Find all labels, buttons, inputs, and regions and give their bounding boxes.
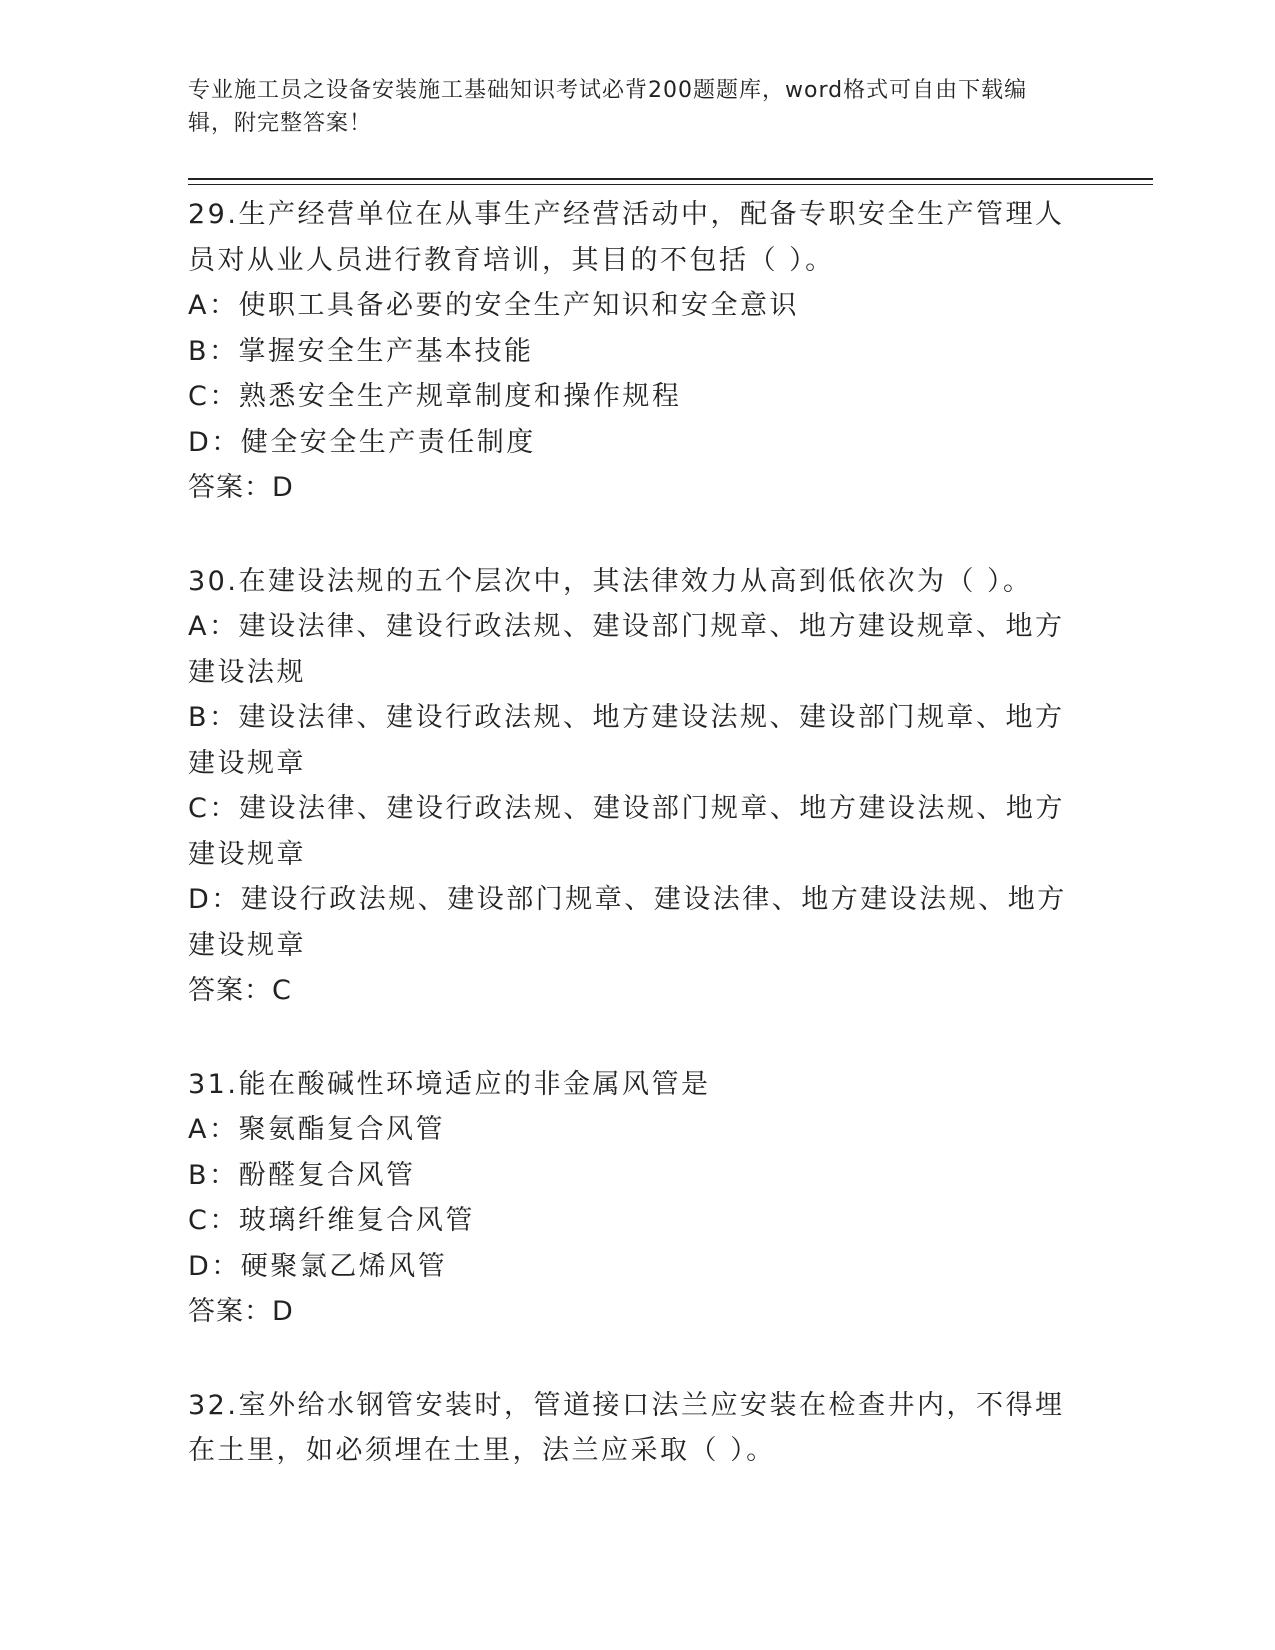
option-a: A：使职工具备必要的安全生产知识和安全意识 xyxy=(188,290,799,321)
question-stem: 31.能在酸碱性环境适应的非金属风管是 xyxy=(188,1068,711,1100)
option-c: C：玻璃纤维复合风管 xyxy=(188,1205,475,1236)
question-stem: 30.在建设法规的五个层次中，其法律效力从高到低依次为（ ）。 xyxy=(188,565,1033,597)
option-c: C：建设法律、建设行政法规、建设部门规章、地方建设法规、地方建设规章 xyxy=(188,793,1065,870)
question-32 xyxy=(188,1383,1068,1474)
answer: 答案：D xyxy=(188,472,294,503)
answer: 答案：C xyxy=(188,975,292,1006)
question-31 xyxy=(188,1062,1068,1335)
option-d: D：健全安全生产责任制度 xyxy=(188,426,536,458)
question-30 xyxy=(188,559,1068,1014)
option-d: D：建设行政法规、建设部门规章、建设法律、地方建设法规、地方建设规章 xyxy=(188,884,1067,961)
option-a: A：建设法律、建设行政法规、建设部门规章、地方建设规章、地方建设法规 xyxy=(188,611,1065,688)
option-a: A：聚氨酯复合风管 xyxy=(188,1114,445,1145)
header-rule-thick xyxy=(188,178,1153,180)
header-rule-thin xyxy=(188,184,1153,185)
option-b: B：酚醛复合风管 xyxy=(188,1159,416,1191)
option-b: B：掌握安全生产基本技能 xyxy=(188,335,534,367)
question-29 xyxy=(188,192,1068,511)
option-b: B：建设法律、建设行政法规、地方建设法规、建设部门规章、地方建设规章 xyxy=(188,702,1065,779)
question-stem: 29.生产经营单位在从事生产经营活动中，配备专职安全生产管理人员对从业人员进行教育培训，其目的不包括（ ）。 xyxy=(188,199,1065,276)
question-list xyxy=(188,192,1068,1522)
document-page xyxy=(188,0,1068,1650)
answer: 答案：D xyxy=(188,1296,294,1327)
document-header: 专业施工员之设备安装施工基础知识考试必背200题题库，word格式可自由下载编辑，附完整答案！ xyxy=(188,78,1028,136)
option-d: D：硬聚氯乙烯风管 xyxy=(188,1250,448,1282)
option-c: C：熟悉安全生产规章制度和操作规程 xyxy=(188,381,682,412)
question-stem: 32.室外给水钢管安装时，管道接口法兰应安装在检查井内，不得埋在土里，如必须埋在土里，法兰应采取（ ）。 xyxy=(188,1389,1065,1466)
